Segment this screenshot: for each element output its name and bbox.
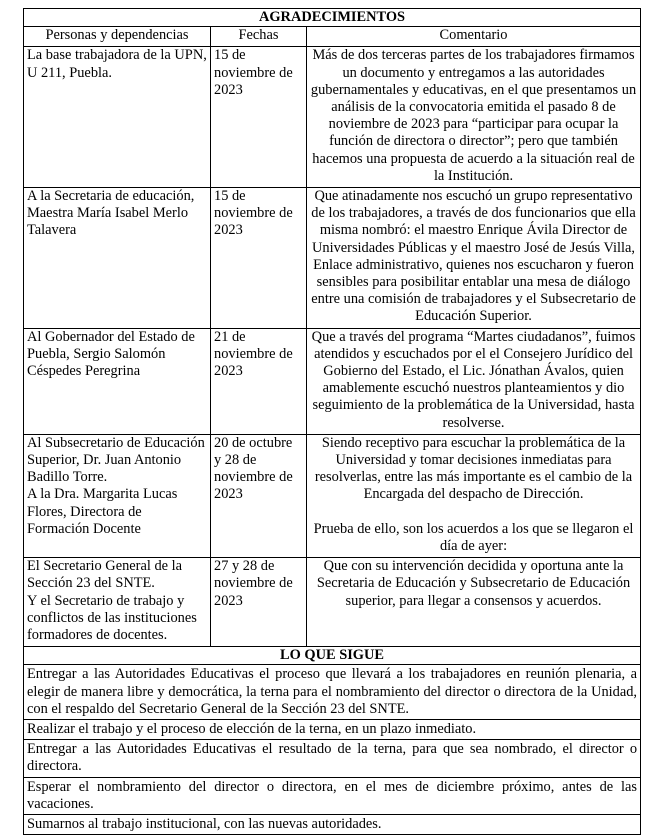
persona-text: El Secretario General de la Sección 23 del SNTE.	[27, 558, 183, 592]
comentario-cell	[307, 47, 641, 188]
persona-text: A la Secretaria de educación, Maestra María Isabel Merlo Talavera	[27, 188, 195, 239]
comentario-text: Que atinadamente nos escuchó un grupo representativo de los trabajadores, a través de dos funcionarios que ella misma nombró: el maestro Enrique Ávila Director de Universidades Públicas y el maestro José de Jesús Villa, Enlace administrativo, quienes nos escucharon y fueron sensibles para posibilitar entablar una mesa de diálogo entre una comisión de trabajadores y el Subsecretario de Educación Superior.	[311, 188, 636, 325]
persona-cell	[24, 188, 211, 329]
comentario-cell	[307, 434, 641, 557]
fecha-cell: 20 de octubre y 28 de noviembre de 2023	[211, 434, 307, 557]
paragraph-gap	[310, 504, 637, 521]
fecha-cell: 15 de noviembre de 2023	[211, 188, 307, 329]
table-row	[24, 434, 641, 557]
list-item	[24, 719, 641, 739]
comentario-text: Más de dos terceras partes de los trabajadores firmamos un documento y entregamos a las autoridades gubernamentales y educativas, en el que presentamos un análisis de la convocatoria emitida el pasado 8 de noviembre de 2023 para “participar para ocupar la función de directora o director”; pero que también hacemos una propuesta de acuerdo a la situación real de la Institución.	[310, 47, 637, 184]
persona-cell	[24, 558, 211, 647]
comentario-cell	[307, 558, 641, 647]
comentario-text: Siendo receptivo para escuchar la problemática de la Universidad y tomar decisiones inmediatas para resolverlas, entre las más importante es el cambio de la Encargada del despacho de Dirección.	[314, 434, 633, 503]
section-title: AGRADECIMIENTOS	[24, 9, 641, 27]
next-step-text: Entregar a las Autoridades Educativas el resultado de la terna, para que sea nombrado, el director o directora.	[24, 740, 641, 777]
fecha-cell: 27 y 28 de noviembre de 2023	[211, 558, 307, 647]
section-header-row	[24, 647, 641, 665]
document	[23, 8, 640, 835]
comentario-cell	[307, 328, 641, 434]
persona-cell	[24, 47, 211, 188]
list-item	[24, 777, 641, 814]
persona-text: La base trabajadora de la UPN, U 211, Puebla.	[27, 47, 207, 81]
next-step-text: Sumarnos al trabajo institucional, con las nuevas autoridades.	[24, 814, 641, 834]
column-header-row	[24, 27, 641, 47]
table-row	[24, 188, 641, 329]
comentario-text: Que con su intervención decidida y oportuna ante la Secretaria de Educación y Subsecretario de Educación superior, para llegar a consensos y acuerdos.	[316, 558, 631, 609]
table-row	[24, 328, 641, 434]
persona-text: A la Dra. Margarita Lucas Flores, Directora de Formación Docente	[27, 486, 178, 537]
persona-cell	[24, 328, 211, 434]
table-row	[24, 47, 641, 188]
next-step-text: Esperar el nombramiento del director o directora, en el mes de diciembre próximo, antes de las vacaciones.	[24, 777, 641, 814]
persona-text: Al Gobernador del Estado de Puebla, Sergio Salomón Céspedes Peregrina	[27, 328, 195, 380]
comentario-text: Prueba de ello, son los acuerdos a los que se llegaron el día de ayer:	[313, 520, 634, 554]
comentario-text: Que a través del programa “Martes ciudadanos”, fuimos atendidos y escuchados por el el Consejero Jurídico del Gobierno del Estado, el Lic. Jónathan Ávalos, quien amablemente escuchó nuestros planteamientos y dio seguimiento de la problemática de la Universidad, hasta resolverse.	[311, 328, 636, 431]
persona-cell	[24, 434, 211, 557]
paragraph-gap	[310, 610, 637, 618]
persona-text: Y el Secretario de trabajo y conflictos de las instituciones formadores de docentes.	[27, 592, 197, 643]
list-item	[24, 665, 641, 720]
persona-text: Al Subsecretario de Educación Superior, Dr. Juan Antonio Badillo Torre.	[27, 434, 205, 486]
column-header-personas: Personas y dependencias	[24, 27, 211, 47]
column-header-comentario: Comentario	[307, 27, 641, 47]
section-title: LO QUE SIGUE	[24, 647, 641, 665]
column-header-fechas: Fechas	[211, 27, 307, 47]
list-item	[24, 814, 641, 834]
next-step-text: Realizar el trabajo y el proceso de elección de la terna, en un plazo inmediato.	[24, 719, 641, 739]
next-step-text: Entregar a las Autoridades Educativas el proceso que llevará a los trabajadores en reunión plenaria, a elegir de manera libre y democrática, la terna para el nombramiento del director o directora de la Unidad, con el respaldo del Secretario General de la Sección 23 del SNTE.	[24, 665, 641, 720]
comentario-cell	[307, 188, 641, 329]
list-item	[24, 740, 641, 777]
agradecimientos-table	[23, 8, 641, 835]
fecha-cell: 15 de noviembre de 2023	[211, 47, 307, 188]
section-header-row	[24, 9, 641, 27]
table-row	[24, 558, 641, 647]
fecha-cell: 21 de noviembre de 2023	[211, 328, 307, 434]
